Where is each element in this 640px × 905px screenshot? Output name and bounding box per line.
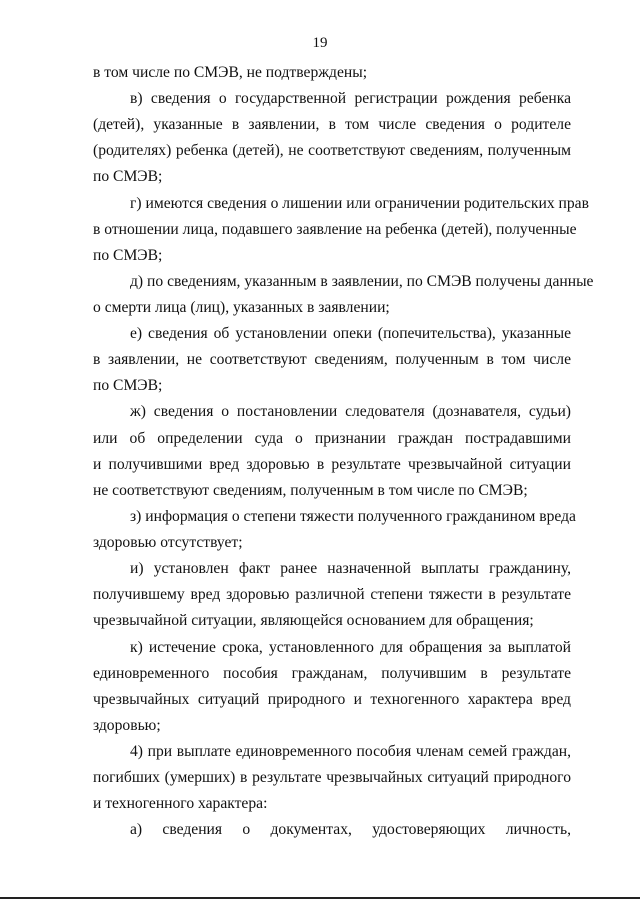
text-line: чрезвычайной ситуации, являющейся основанием для обращения;	[93, 612, 534, 629]
text-line: чрезвычайных ситуаций природного и техногенного характера вред	[93, 691, 571, 708]
text-line: или об определении суда о признании граждан пострадавшими	[93, 430, 571, 447]
text-line: и техногенного характера:	[93, 795, 268, 812]
text-line: здоровью;	[93, 717, 161, 734]
text-line: и получившими вред здоровью в результате чрезвычайной ситуации	[93, 456, 571, 473]
text-line: (детей), указанные в заявлении, в том числе сведения о родителе	[93, 116, 571, 133]
text-line: к) истечение срока, установленного для обращения за выплатой	[130, 639, 571, 656]
text-line: в том числе по СМЭВ, не подтверждены;	[93, 64, 368, 81]
text-line: е) сведения об установлении опеки (попечительства), указанные	[130, 325, 571, 342]
page-bottom-rule	[0, 897, 640, 899]
text-line: по СМЭВ;	[93, 168, 163, 185]
text-line: д) по сведениям, указанным в заявлении, по СМЭВ получены данные	[130, 273, 594, 290]
text-line: единовременного пособия гражданам, получившим в результате	[93, 665, 571, 682]
text-line: ж) сведения о постановлении следователя (дознавателя, судьи)	[130, 403, 571, 420]
text-line: здоровью отсутствует;	[93, 534, 243, 551]
page-number: 19	[312, 35, 328, 51]
text-line: погибших (умерших) в результате чрезвычайных ситуаций природного	[93, 769, 571, 786]
text-line: по СМЭВ;	[93, 247, 163, 264]
text-line: з) информация о степени тяжести полученного гражданином вреда	[130, 508, 576, 525]
text-line: а) сведения о документах, удостоверяющих личность,	[130, 821, 571, 838]
text-line: по СМЭВ;	[93, 377, 163, 394]
text-line: и) установлен факт ранее назначенной выплаты гражданину,	[130, 560, 571, 577]
text-line: (родителях) ребенка (детей), не соответствуют сведениям, полученным	[93, 142, 571, 159]
text-line: в отношении лица, подавшего заявление на ребенка (детей), полученные	[93, 221, 577, 238]
text-line: не соответствуют сведениям, полученным в том числе по СМЭВ;	[93, 482, 528, 499]
text-line: в заявлении, не соответствуют сведениям, полученным в том числе	[93, 351, 571, 368]
text-line: о смерти лица (лиц), указанных в заявлении;	[93, 299, 390, 316]
text-line: г) имеются сведения о лишении или ограничении родительских прав	[130, 195, 589, 212]
text-line: в) сведения о государственной регистрации рождения ребенка	[130, 90, 571, 107]
text-line: получившему вред здоровью различной степени тяжести в результате	[93, 586, 571, 603]
text-line: 4) при выплате единовременного пособия членам семей граждан,	[130, 743, 571, 760]
